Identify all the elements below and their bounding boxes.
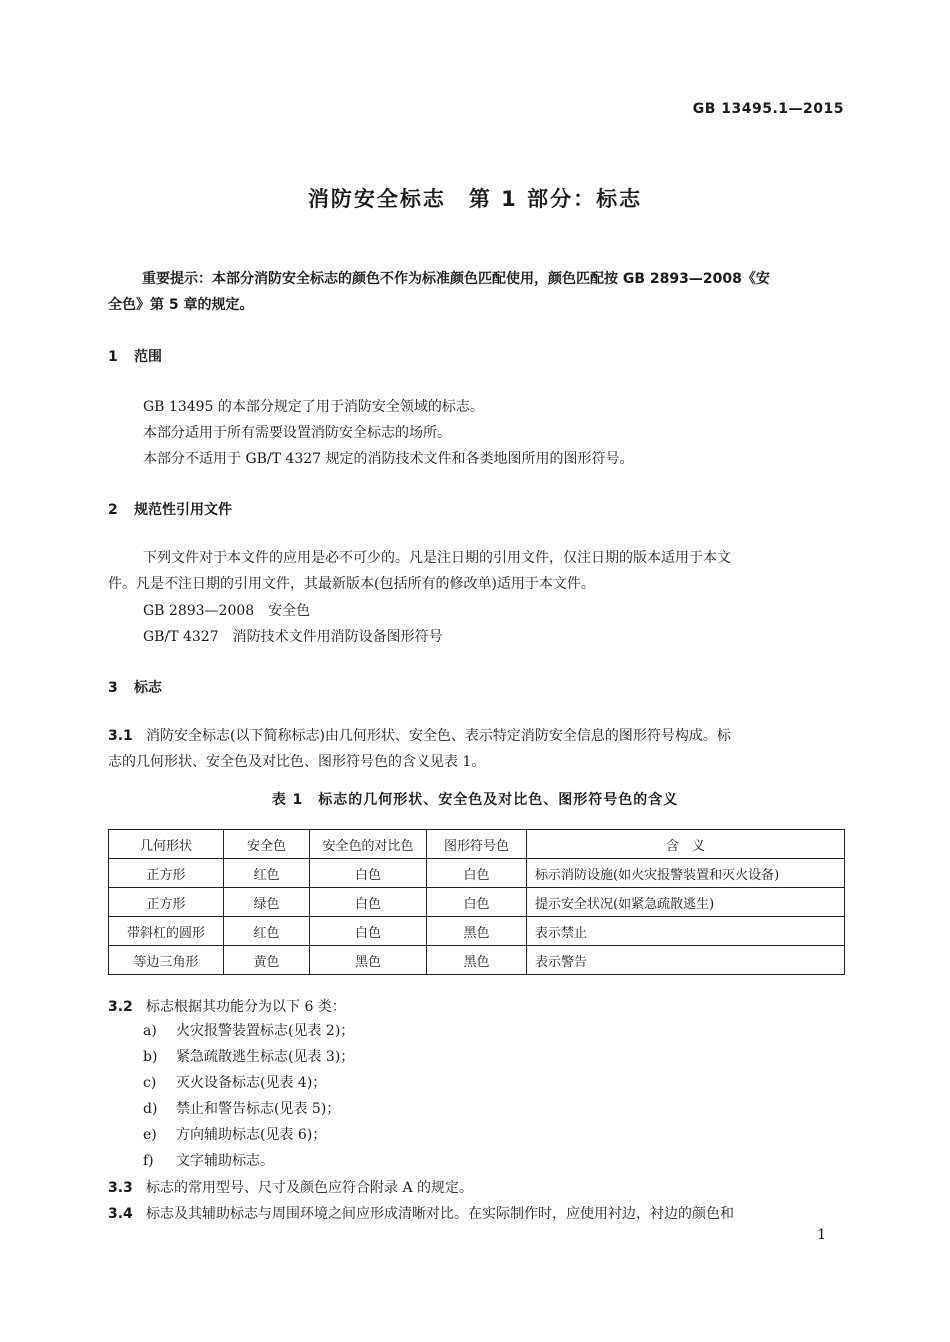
page-title: 消防安全标志 第 1 部分：标志 (307, 187, 643, 211)
list-item-label: e) (143, 1127, 157, 1143)
page-number: 1 (817, 1227, 826, 1243)
table-row (109, 859, 845, 888)
list-item-label: f) (143, 1153, 154, 1169)
header-safety-color: 安全色 (224, 830, 310, 859)
cell-safety-color: 红色 (224, 917, 310, 946)
cell-safety-color: 黄色 (224, 946, 310, 975)
cell-meaning: 标示消防设施(如火灾报警装置和灭火设备) (527, 859, 845, 888)
section-1-line-3: 本部分不适用于 GB/T 4327 规定的消防技术文件和各类地图所用的图形符号。 (143, 451, 634, 467)
cell-safety-color: 绿色 (224, 888, 310, 917)
section-2-heading (108, 499, 232, 519)
meaning-table (108, 829, 845, 975)
list-item-text: 紧急疏散逃生标志(见表 3)； (176, 1049, 355, 1065)
cell-symbol-color: 黑色 (427, 946, 527, 975)
list-item-text: 方向辅助标志(见表 6)； (176, 1127, 327, 1143)
list-item (143, 1046, 354, 1066)
section-2-number: 2 (108, 502, 118, 518)
cell-shape: 正方形 (109, 859, 224, 888)
list-item-label: b) (143, 1049, 158, 1065)
cell-shape: 正方形 (109, 888, 224, 917)
clause-3-1-line-2: 志的几何形状、安全色及对比色、图形符号色的含义见表 1。 (108, 754, 486, 770)
cell-shape: 带斜杠的圆形 (109, 917, 224, 946)
clause-3-1-text: 消防安全标志(以下简称标志)由几何形状、安全色、表示特定消防安全信息的图形符号构成。标 (146, 728, 731, 744)
cell-meaning: 表示禁止 (527, 917, 845, 946)
section-3-heading (108, 677, 162, 697)
notice-line-1: 重要提示：本部分消防安全标志的颜色不作为标准颜色匹配使用，颜色匹配按 GB 2893—2008《安 (142, 271, 770, 287)
list-item-text: 禁止和警告标志(见表 5)； (176, 1101, 341, 1117)
clause-3-2 (108, 994, 845, 1020)
clause-3-4-text: 标志及其辅助标志与周围环境之间应形成清晰对比。在实际制作时，应使用衬边，衬边的颜色和 (146, 1206, 734, 1222)
notice-line-2: 全色》第 5 章的规定。 (108, 297, 254, 313)
list-item-label: a) (143, 1023, 157, 1039)
list-item-label: c) (143, 1075, 157, 1091)
list-item (143, 1150, 274, 1170)
section-2-line-1: 下列文件对于本文件的应用是必不可少的。凡是注日期的引用文件，仅注日期的版本适用于本文 (143, 550, 731, 566)
clause-3-3-number: 3.3 (108, 1180, 133, 1196)
list-item (143, 1020, 354, 1040)
clause-3-4 (108, 1201, 845, 1227)
standard-code: GB 13495.1—2015 (692, 101, 844, 117)
cell-contrast-color: 白色 (310, 859, 427, 888)
cell-symbol-color: 黑色 (427, 917, 527, 946)
section-2-title: 规范性引用文件 (134, 502, 232, 518)
list-item-text: 火灾报警装置标志(见表 2)； (176, 1023, 355, 1039)
section-1-number: 1 (108, 349, 118, 365)
header-meaning: 含 义 (527, 830, 845, 859)
cell-symbol-color: 白色 (427, 888, 527, 917)
section-1-heading (108, 346, 162, 366)
clause-3-2-text: 标志根据其功能分为以下 6 类： (146, 999, 346, 1015)
section-1-line-2: 本部分适用于所有需要设置消防安全标志的场所。 (143, 425, 451, 441)
clause-3-2-number: 3.2 (108, 999, 133, 1015)
list-item-text: 文字辅助标志。 (176, 1153, 274, 1169)
section-2-line-2: 件。凡是不注日期的引用文件，其最新版本(包括所有的修改单)适用于本文件。 (108, 576, 595, 592)
section-1-title: 范围 (134, 349, 162, 365)
cell-safety-color: 红色 (224, 859, 310, 888)
cell-symbol-color: 白色 (427, 859, 527, 888)
list-item (143, 1124, 326, 1144)
clause-3-4-number: 3.4 (108, 1206, 133, 1222)
section-1-line-1: GB 13495 的本部分规定了用于消防安全领域的标志。 (143, 399, 484, 415)
table-header-row (109, 830, 845, 859)
header-symbol-color: 图形符号色 (427, 830, 527, 859)
table-caption: 表 1 标志的几何形状、安全色及对比色、图形符号色的含义 (271, 792, 679, 808)
clause-3-1-number: 3.1 (108, 728, 133, 744)
list-item-text: 灭火设备标志(见表 4)； (176, 1075, 327, 1091)
cell-shape: 等边三角形 (109, 946, 224, 975)
reference-gbt4327: GB/T 4327 消防技术文件用消防设备图形符号 (143, 629, 443, 645)
clause-3-3 (108, 1175, 845, 1201)
section-3-number: 3 (108, 680, 118, 696)
header-shape: 几何形状 (109, 830, 224, 859)
reference-gb2893: GB 2893—2008 安全色 (143, 603, 311, 619)
clause-3-3-text: 标志的常用型号、尺寸及颜色应符合附录 A 的规定。 (146, 1180, 474, 1196)
table-row (109, 917, 845, 946)
cell-meaning: 表示警告 (527, 946, 845, 975)
clause-3-1-line-1 (108, 723, 845, 749)
cell-meaning: 提示安全状况(如紧急疏散逃生) (527, 888, 845, 917)
table-row (109, 946, 845, 975)
list-item-label: d) (143, 1101, 158, 1117)
header-contrast-color: 安全色的对比色 (310, 830, 427, 859)
cell-contrast-color: 黑色 (310, 946, 427, 975)
list-item (143, 1072, 326, 1092)
cell-contrast-color: 白色 (310, 917, 427, 946)
cell-contrast-color: 白色 (310, 888, 427, 917)
table-row (109, 888, 845, 917)
section-3-title: 标志 (134, 680, 162, 696)
list-item (143, 1098, 340, 1118)
